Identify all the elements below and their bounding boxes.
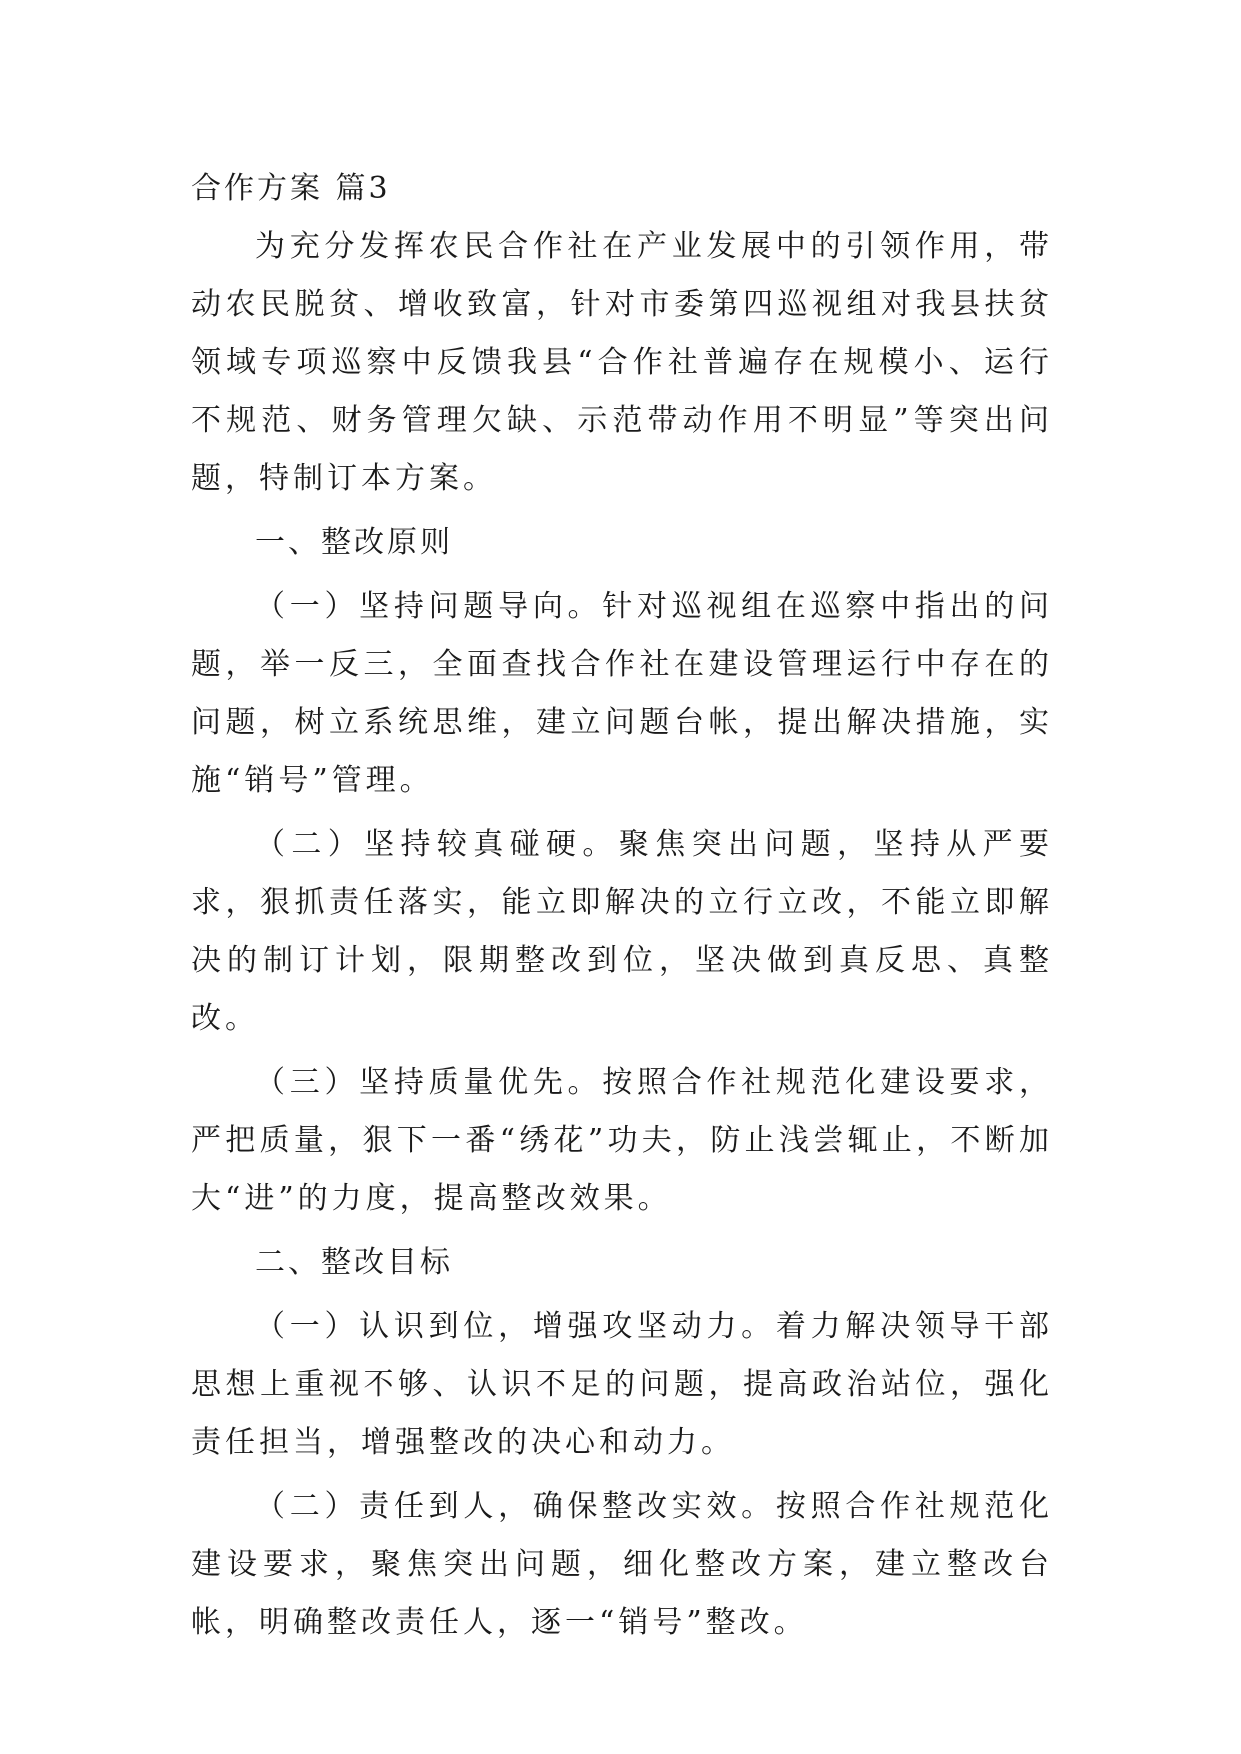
section-heading-goals: 二、整改目标 [255, 1245, 453, 1280]
principle-paragraph-2: （二）坚持较真碰硬。聚焦突出问题，坚持从严要求，狠抓责任落实，能立即解决的立行立改，不能立即解决的制订计划，限期整改到位，坚决做到真反思、真整改。 [191, 827, 1053, 1036]
document-body [191, 160, 1053, 1658]
goal-paragraph-2: （二）责任到人，确保整改实效。按照合作社规范化建设要求，聚焦突出问题，细化整改方案，建立整改台帐，明确整改责任人，逐一“销号”整改。 [191, 1489, 1053, 1640]
goal-paragraph-1: （一）认识到位，增强攻坚动力。着力解决领导干部思想上重视不够、认识不足的问题，提高政治站位，强化责任担当，增强整改的决心和动力。 [191, 1309, 1053, 1460]
principle-paragraph-3: （三）坚持质量优先。按照合作社规范化建设要求，严把质量，狠下一番“绣花”功夫，防止浅尝辄止，不断加大“进”的力度，提高整改效果。 [191, 1065, 1053, 1216]
section-heading-principles: 一、整改原则 [255, 525, 453, 560]
document-title: 合作方案 篇3 [191, 171, 391, 206]
intro-paragraph: 为充分发挥农民合作社在产业发展中的引领作用，带动农民脱贫、增收致富，针对市委第四巡视组对我县扶贫领域专项巡察中反馈我县“合作社普遍存在规模小、运行不规范、财务管理欠缺、示范带动作用不明显”等突出问题，特制订本方案。 [191, 229, 1053, 496]
principle-paragraph-1: （一）坚持问题导向。针对巡视组在巡察中指出的问题，举一反三，全面查找合作社在建设管理运行中存在的问题，树立系统思维，建立问题台帐，提出解决措施，实施“销号”管理。 [191, 589, 1053, 798]
